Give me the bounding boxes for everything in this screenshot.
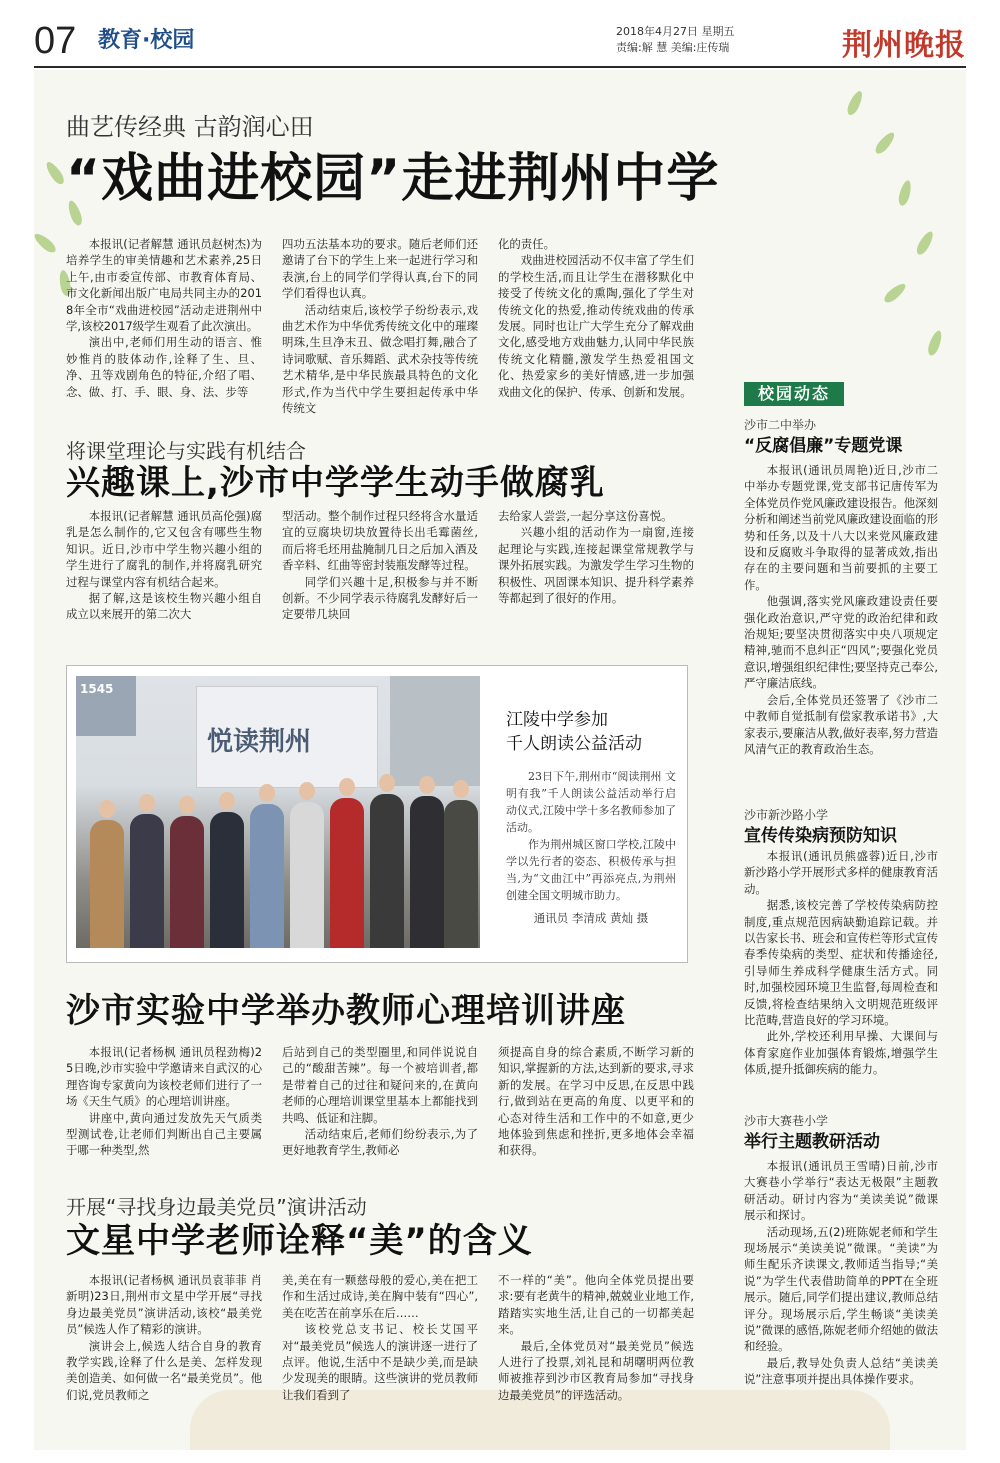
person-head — [179, 796, 195, 814]
tofu-headline: 兴趣课上,沙市中学学生动手做腐乳 — [66, 463, 605, 503]
paragraph: 活动现场,五(2)班陈妮老师和学生现场展示“美读美说”微课。“美读”为师生配乐齐读课文,教师适当指导;“美说”为学生代表借助简单的PPT在全班展示。随后,同学们提出建议,教师总结评分。现场展示后,学生畅谈“美读美说”微课的感悟,陈妮老师介绍她的做法和经验。 — [744, 1224, 938, 1354]
beauty-kicker: 开展“寻找身边最美党员”演讲活动 — [66, 1195, 367, 1219]
paragraph: 演出中,老师们用生动的语言、惟妙惟肖的肢体动作,诠释了生、旦、净、丑等戏剧角色的特征,介绍了唱、念、做、打、手、眼、身、法、步等 — [66, 335, 262, 399]
person-head — [379, 774, 395, 792]
person — [170, 816, 204, 948]
paragraph: 活动结束后,该校学子纷纷表示,戏曲艺术作为中华优秀传统文化中的璀璨明珠,生旦净末丑、做念唱打舞,融合了诗词歌赋、音乐舞蹈、武术杂技等传统艺术精华,是中华民族最具特色的文化形式,作为当代中学生要担起传承中华传统文 — [282, 302, 478, 416]
paragraph: 据了解,这是该校生物兴趣小组自成立以来展开的第二次大 — [66, 591, 262, 622]
paragraph: 据悉,该校完善了学校传染病防控制度,重点规范因病缺勤追踪记载。并以告家长书、班会和宣传栏等形式宣传春季传染病的类型、症状和传播途径,引导师生养成科学健康生活方式。同时,加强校园环境卫生监督,每周检查和反馈,将检查结果纳入文明规范班级评比范畴,营造良好的学习环境。 — [744, 898, 938, 1028]
header-rule — [34, 66, 966, 68]
header-info — [616, 24, 816, 56]
lead-column-2 — [282, 236, 478, 418]
beauty-column-1 — [66, 1272, 262, 1422]
beauty-headline: 文星中学老师诠释“美”的含义 — [66, 1221, 533, 1261]
paragraph: 本报讯(记者杨枫 通讯员袁菲菲 肖新明)23日,荆州市文星中学开展“寻找身边最美党员”演讲活动,该校“最美党员”候选人作了精彩的演讲。 — [66, 1273, 262, 1337]
person — [410, 796, 444, 948]
photo-caption — [506, 708, 676, 928]
person — [130, 814, 164, 948]
paragraph: 讲座中,黄向通过发放先天气质类型测试卷,让老师们判断出自己主要属于哪一种类型,然 — [66, 1110, 262, 1158]
psych-headline: 沙市实验中学举办教师心理培训讲座 — [66, 991, 626, 1031]
background-building — [390, 676, 480, 786]
paragraph: 本报讯(记者解慧 通讯员高伦强)腐乳是怎么制作的,它又包含有哪些生物知识。近日,沙市中学生物兴趣小组的学生进行了腐乳的制作,并将腐乳研究过程与课堂内容有机结合起来。 — [66, 509, 262, 589]
sidebar-item-3 — [744, 1112, 938, 1426]
paragraph: 他强调,落实党风廉政建设责任要强化政治意识,严守党的政治纪律和政治规矩;要坚决贯彻落实中央八项规定精神,驰而不息纠正“四风”;要强化党员意识,增强组织纪律性;要坚持克己奉公,严守廉洁底线。 — [744, 594, 938, 691]
paragraph: 本报讯(通讯员熊盛蓉)近日,沙市新沙路小学开展形式多样的健康教育活动。 — [744, 849, 938, 896]
person — [444, 800, 478, 948]
section-title: 教育·校园 — [98, 28, 195, 53]
lead-column-1 — [66, 236, 262, 418]
tofu-column-2 — [282, 508, 478, 658]
screen-number: 1545 — [80, 682, 114, 696]
sidebar-title: 宣传传染病预防知识 — [744, 826, 897, 846]
paragraph: 活动结束后,老师们纷纷表示,为了更好地教育学生,教师必 — [282, 1127, 478, 1158]
paragraph: 四功五法基本功的要求。随后老师们还邀请了台下的学生上来一起进行学习和表演,台上的同学们学得认真,台下的同学们看得也认真。 — [282, 237, 478, 301]
paragraph: 去给家人尝尝,一起分享这份喜悦。 — [498, 509, 673, 523]
psych-column-1 — [66, 1044, 262, 1178]
person-head — [419, 776, 435, 794]
sidebar-kicker: 沙市大赛巷小学 — [744, 1114, 829, 1128]
paragraph: 同学们兴趣十足,积极参与并不断创新。不少同学表示待腐乳发酵好后一定要带几块回 — [282, 574, 478, 622]
screen-building — [76, 676, 136, 736]
paragraph: 须提高自身的综合素质,不断学习新的知识,掌握新的方法,达到新的要求,寻求新的发展。在学习中反思,在反思中践行,做到站在更高的角度、以更平和的心态对待生活和工作中的不如意,更少地体验到焦虑和挫折,更多地体会幸福和获得。 — [498, 1045, 694, 1158]
person-head — [299, 782, 315, 800]
person-head — [259, 784, 275, 802]
lead-column-3 — [498, 236, 694, 418]
caption-paragraph: 作为荆州城区窗口学校,江陵中学以先行者的姿态、积极传承与担当,为“文曲江中”再添亮点,为荆州创建全国文明城市助力。 — [506, 838, 676, 902]
paragraph: 后站到自己的类型圈里,和同伴说说自己的“酸甜苦辣”。每一个被培训者,都是带着自己的过往和疑问来的,在黄向老师的心理培训课堂里基本上都能找到共鸣、低证和注脚。 — [282, 1045, 478, 1125]
paragraph: 此外,学校还利用早操、大课间与体育家庭作业加强体育锻炼,增强学生体质,提升抵御疾病的能力。 — [744, 1029, 938, 1077]
beauty-column-3 — [498, 1272, 694, 1422]
paragraph: 兴趣小组的活动作为一扇窗,连接起理论与实践,连接起课堂常规教学与课外拓展实践。为激发学生学习生物的积极性、巩固课本知识、提升科学素养等都起到了很好的作用。 — [498, 525, 694, 606]
person-head — [339, 778, 355, 796]
paragraph: 化的责任。 — [498, 237, 555, 251]
paragraph: 美,美在有一颗慈母般的爱心,美在把工作和生活过成诗,美在胸中装有“四心”,美在吃苦在前享乐在后…… — [282, 1273, 478, 1320]
psych-column-2 — [282, 1044, 478, 1178]
person — [250, 804, 284, 948]
person — [290, 802, 324, 948]
date-line: 2018年4月27日 星期五 — [616, 25, 735, 38]
paragraph: 最后,教导处负责人总结“美读美说”注意事项并提出具体操作要求。 — [744, 1355, 938, 1387]
caption-title-1: 江陵中学参加 — [506, 710, 608, 730]
banner-text: 悦读荆州 — [207, 727, 312, 757]
group-photo — [76, 676, 480, 948]
person-head — [99, 800, 115, 818]
sidebar-heading: 校园动态 — [744, 382, 844, 406]
person — [210, 812, 244, 948]
page-number: 07 — [34, 20, 77, 62]
sidebar-title: 举行主题教研活动 — [744, 1132, 880, 1152]
person — [330, 798, 364, 948]
photo-credit: 通讯员 李清成 黄灿 摄 — [533, 911, 649, 925]
psych-column-3 — [498, 1044, 694, 1178]
person-head — [139, 794, 155, 812]
tofu-column-3 — [498, 508, 694, 658]
paragraph: 该校党总支书记、校长艾国平对“最美党员”候选人的演讲逐一进行了点评。他说,生活中不是缺少美,而是缺少发现美的眼睛。这些演讲的党员教师让我们看到了 — [282, 1322, 478, 1402]
paragraph: 本报讯(记者杨枫 通讯员程劲梅)25日晚,沙市实验中学邀请来自武汉的心理咨询专家黄向为该校老师们进行了一场《天生气质》的心理培训讲座。 — [66, 1045, 262, 1109]
paragraph: 本报讯(通讯员周艳)近日,沙市二中举办专题党课,党支部书记唐传军为全体党员作党风廉政建设报告。他深刻分析和阐述当前党风廉政建设面临的形势和任务,以及十八大以来党风廉政建设和反腐败斗争取得的显著成效,指出存在的主要问题和当前要抓的主要工作。 — [744, 463, 938, 592]
sidebar-item-1 — [744, 416, 938, 796]
person-head — [453, 780, 469, 798]
tofu-column-1 — [66, 508, 262, 658]
paragraph: 会后,全体党员还签署了《沙市二中教师自觉抵制有偿家教承诺书》,大家表示,要廉洁从教,做好表率,努力营造风清气正的教育政治生态。 — [744, 692, 938, 756]
sidebar-kicker: 沙市二中举办 — [744, 418, 817, 432]
beauty-column-2 — [282, 1272, 478, 1422]
sidebar-kicker: 沙市新沙路小学 — [744, 808, 829, 822]
newspaper-logo: 荆州晚报 — [842, 28, 966, 63]
event-banner — [196, 686, 378, 788]
paragraph: 演讲会上,候选人结合自身的教育教学实践,诠释了什么是美、怎样发现美创造美、如何做一名“最美党员”。他们说,党员教师之 — [66, 1338, 262, 1402]
paragraph: 戏曲进校园活动不仅丰富了学生们的学校生活,而且让学生在潜移默化中接受了传统文化的熏陶,强化了学生对传统文化的热爱,推动传统戏曲的传承发展。同时也让广大学生充分了解戏曲文化,感受地方戏曲魅力,认同中华民族传统文化精髓,激发学生热爱祖国文化、热爱家乡的美好情感,进一步加强戏曲文化的保护、传承、创新和发展。 — [498, 253, 694, 399]
paragraph: 型活动。整个制作过程只经将含水量适宜的豆腐块切块放置待长出毛霉菌丝,而后将毛坯用盐腌制几日之后加入酒及香辛料、红曲等密封装瓶发酵等过程。 — [282, 509, 478, 573]
paragraph: 本报讯(通讯员王雪晴)日前,沙市大赛巷小学举行“表达无极限”主题教研活动。研讨内容为“美读美说”微课展示和探讨。 — [744, 1159, 938, 1223]
tofu-kicker: 将课堂理论与实践有机结合 — [66, 439, 306, 463]
lead-kicker: 曲艺传经典 古韵润心田 — [66, 113, 314, 141]
caption-paragraph: 23日下午,荆州市“阅读荆州 文明有我”千人朗读公益活动举行启动仪式,江陵中学十多名教师参加了活动。 — [506, 770, 676, 834]
person — [370, 794, 404, 948]
paragraph: 不一样的“美”。他向全体党员提出要求:要有老黄牛的精神,兢兢业业地工作,踏踏实实地生活,让自己的一切都美起来。 — [498, 1273, 694, 1337]
paragraph: 最后,全体党员对“最美党员”候选人进行了投票,刘礼昆和胡曙明两位教师被推荐到沙市区教育局参加“寻找身边最美党员”的评选活动。 — [498, 1338, 694, 1402]
page-header — [34, 18, 966, 64]
sidebar-title: “反腐倡廉”专题党课 — [744, 436, 903, 456]
lead-headline: “戏曲进校园”走进荆州中学 — [66, 149, 720, 209]
caption-title-2: 千人朗读公益活动 — [506, 734, 642, 754]
editor-line: 责编:解 慧 美编:庄传瑞 — [616, 41, 730, 54]
paragraph: 本报讯(记者解慧 通讯员赵树杰)为培养学生的审美情趣和艺术素养,25日上午,由市委宣传部、市教育体育局、市文化新闻出版广电局共同主办的2018年全市“戏曲进校园”活动走进荆州中学,该校2017级学生观看了此次演出。 — [66, 237, 262, 334]
person — [90, 820, 124, 948]
sidebar-item-2 — [744, 806, 938, 1096]
person-head — [219, 792, 235, 810]
